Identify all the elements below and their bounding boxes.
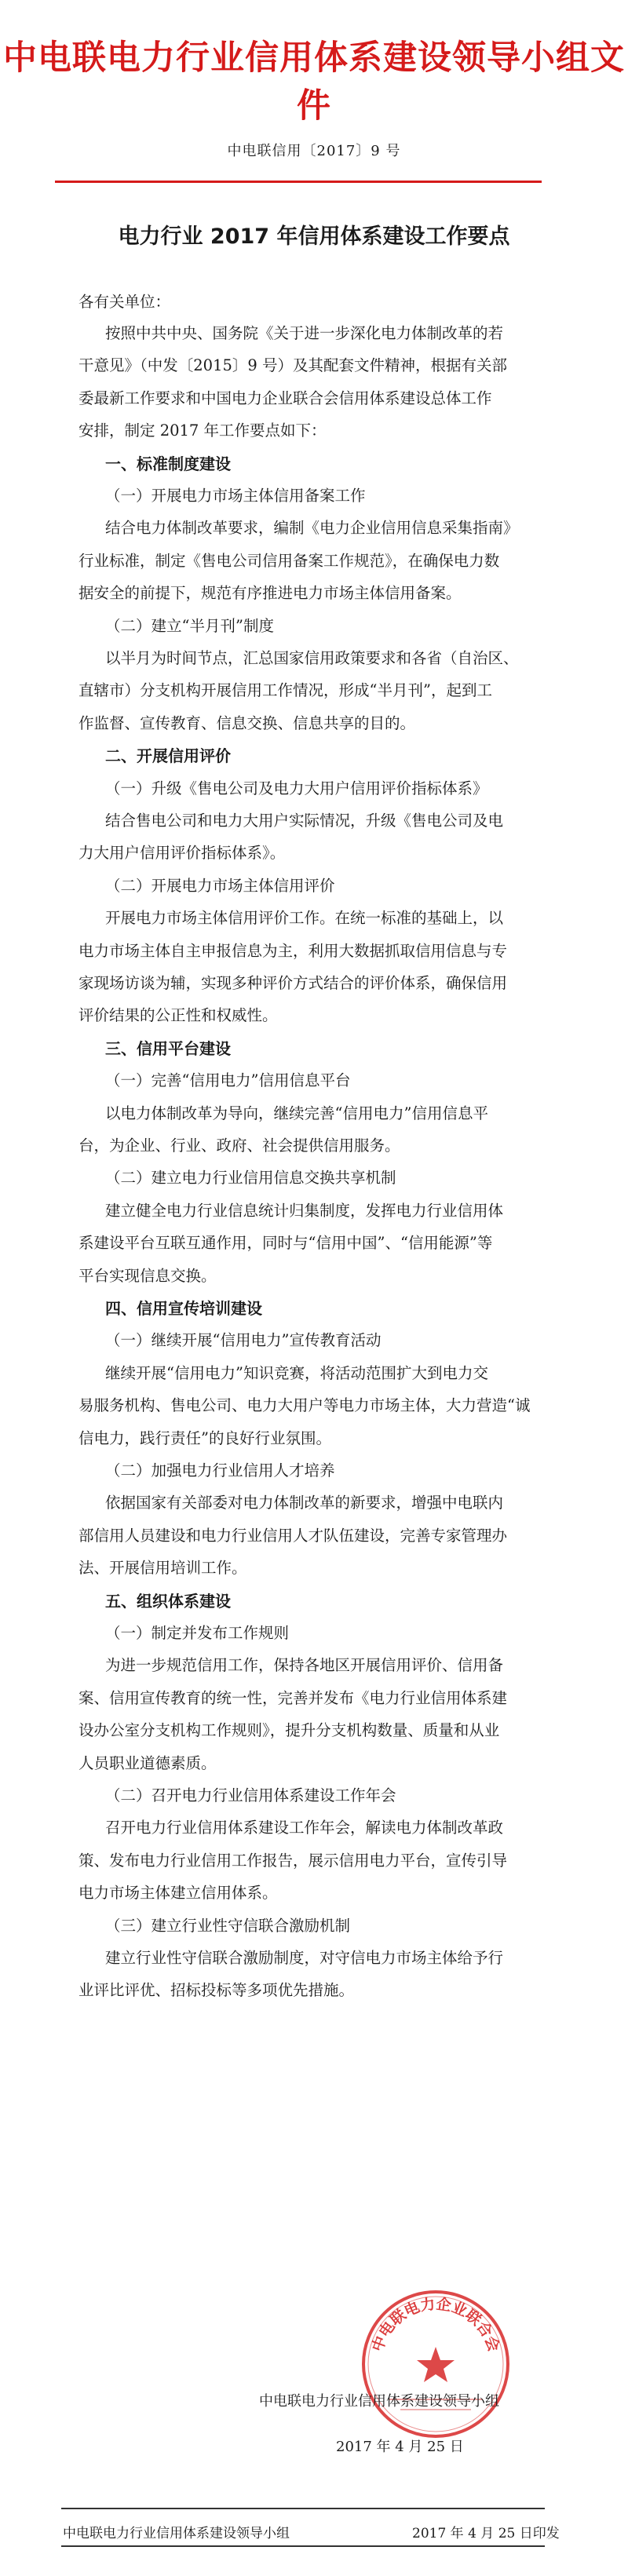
body-line: （一）制定并发布工作规则 [105, 1624, 290, 1642]
body-line: 安排，制定 2017 年工作要点如下： [78, 421, 327, 440]
body-line: （二）建立电力行业信用信息交换共享机制 [105, 1169, 396, 1188]
svg-text:中电联电力企业联合会 [368, 2295, 503, 2354]
body-line: 按照中共中央、国务院《关于进一步深化电力体制改革的若 [105, 324, 504, 342]
body-line: 结合售电公司和电力大用户实际情况，升级《售电公司及电 [105, 812, 504, 830]
body-line: 直辖市）分支机构开展信用工作情况，形成“半月刊”，起到工 [78, 681, 492, 700]
body-line: （二）加强电力行业信用人才培养 [105, 1461, 335, 1480]
official-seal-icon [357, 2286, 514, 2443]
body-line: （三）建立行业性守信联合激励机制 [105, 1916, 351, 1935]
signature-date: 2017 年 4 月 25 日 [336, 2439, 464, 2455]
body-line: 建立行业性守信联合激励制度，对守信电力市场主体给予行 [105, 1949, 504, 1967]
body-line: （二）建立“半月刊”制度 [105, 616, 274, 635]
body-line: 系建设平台互联互通作用，同时与“信用中国”、“信用能源”等 [78, 1234, 493, 1253]
body-line: 为进一步规范信用工作，保持各地区开展信用评价、信用备 [105, 1656, 504, 1675]
section-heading: 三、信用平台建设 [105, 1038, 231, 1058]
section-heading: 五、组织体系建设 [105, 1591, 231, 1611]
section-heading: 二、开展信用评价 [105, 746, 231, 766]
footer-bottom-rule [61, 2545, 545, 2547]
body-line: 家现场访谈为辅，实现多种评价方式结合的评价体系，确保信用 [78, 974, 508, 992]
body-line: 电力市场主体建立信用体系。 [78, 1884, 278, 1903]
body-line: 策、发布电力行业信用工作报告，展示信用电力平台，宣传引导 [78, 1851, 508, 1870]
body-line: 干意见》（中发〔2015〕9 号）及其配套文件精神，根据有关部 [78, 356, 507, 375]
body-line: 继续开展“信用电力”知识竞赛，将活动范围扩大到电力交 [105, 1363, 488, 1382]
body-line: 评价结果的公正性和权威性。 [78, 1006, 278, 1025]
body-line: 以半月为时间节点，汇总国家信用政策要求和各省（自治区、 [105, 649, 519, 667]
body-line: 力大用户信用评价指标体系》。 [78, 844, 286, 863]
body-line: 人员职业道德素质。 [78, 1753, 217, 1772]
body-line: 信电力，践行责任”的良好行业氛围。 [78, 1428, 331, 1447]
body-line: （二）开展电力市场主体信用评价 [105, 876, 335, 895]
body-line: 业评比评优、招标投标等多项优先措施。 [78, 1981, 355, 2000]
body-line: 结合电力体制改革要求，编制《电力企业信用信息采集指南》 [105, 519, 519, 538]
body-line: 部信用人员建设和电力行业信用人才队伍建设，完善专家管理办 [78, 1526, 508, 1545]
section-heading: 四、信用宣传培训建设 [105, 1299, 262, 1318]
footer-top-rule [61, 2508, 545, 2509]
body-line: （一）继续开展“信用电力”宣传教育活动 [105, 1331, 382, 1350]
signature-organization: 中电联电力行业信用体系建设领导小组 [259, 2393, 499, 2410]
seal-text: 中电联电力企业联合会 [368, 2295, 503, 2354]
body-line: 建立健全电力行业信息统计归集制度，发挥电力行业信用体 [105, 1201, 504, 1220]
body-line: 召开电力行业信用体系建设工作年会，解读电力体制改革政 [105, 1819, 504, 1837]
body-line: 台，为企业、行业、政府、社会提供信用服务。 [78, 1137, 400, 1155]
salutation: 各有关单位： [78, 293, 171, 311]
footer-print-date: 2017 年 4 月 25 日印发 [412, 2526, 560, 2541]
body-line: 行业标准，制定《售电公司信用备案工作规范》，在确保电力数 [78, 551, 500, 570]
body-line: （二）召开电力行业信用体系建设工作年会 [105, 1786, 396, 1804]
body-line: 法、开展信用培训工作。 [78, 1559, 247, 1578]
footer-issuer: 中电联电力行业信用体系建设领导小组 [63, 2526, 290, 2541]
section-heading: 一、标准制度建设 [105, 454, 231, 473]
header-title: 中电联电力行业信用体系建设领导小组文件 [3, 38, 625, 126]
body-line: 以电力体制改革为导向，继续完善“信用电力”信用信息平 [105, 1104, 488, 1122]
body-line: 案、信用宣传教育的统一性，完善并发布《电力行业信用体系建 [78, 1688, 508, 1707]
body-line: 电力市场主体自主申报信息为主，利用大数据抓取信用信息与专 [78, 941, 508, 960]
body-line: 开展电力市场主体信用评价工作。在统一标准的基础上，以 [105, 909, 504, 928]
body-line: 依据国家有关部委对电力体制改革的新要求，增强中电联内 [105, 1494, 504, 1512]
header-red-rule [55, 181, 542, 183]
body-line: （一）开展电力市场主体信用备案工作 [105, 487, 366, 505]
document-title: 电力行业 2017 年信用体系建设工作要点 [118, 224, 510, 249]
body-line: 易服务机构、售电公司、电力大用户等电力市场主体，大力营造“诚 [78, 1396, 531, 1415]
body-line: （一）完善“信用电力”信用信息平台 [105, 1071, 351, 1090]
document-number: 中电联信用〔2017〕9 号 [227, 143, 401, 159]
body-line: 据安全的前提下，规范有序推进电力市场主体信用备案。 [78, 584, 462, 603]
body-line: （一）升级《售电公司及电力大用户信用评价指标体系》 [105, 779, 488, 797]
body-line: 委最新工作要求和中国电力企业联合会信用体系建设总体工作 [78, 389, 492, 407]
body-line: 设办公室分支机构工作规则》，提升分支机构数量、质量和从业 [78, 1721, 500, 1740]
body-line: 作监督、宣传教育、信息交换、信息共享的目的。 [78, 713, 416, 732]
body-line: 平台实现信息交换。 [78, 1266, 217, 1285]
